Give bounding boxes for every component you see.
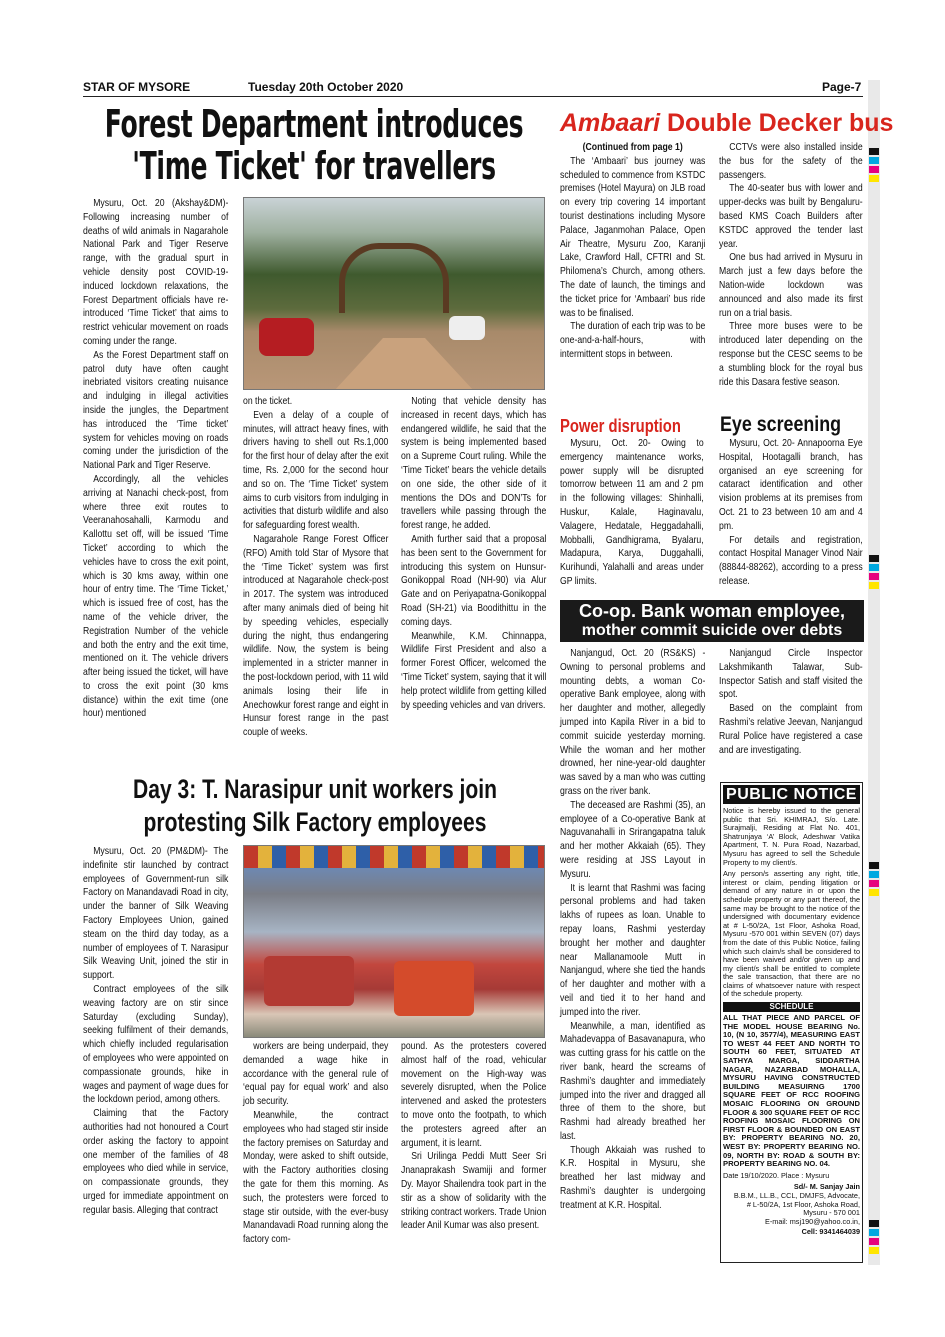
coop-column-1: [560, 647, 705, 1213]
paragraph: For details and registration, contact Hospital Manager Vinod Nair (88844-88262), according to a press release.: [719, 534, 863, 587]
ambaari-headline: [560, 108, 894, 138]
paragraph: Mysuru, Oct. 20- Owing to emergency maintenance works, power supply will be disrupted tomorrow between 11 am and 2 pm in the following villages: Shinhalli, Huskur, Kalale, Haginavalu, Valagere, Hedatale, Heggadahalli, Mobballi, Gandhigrama, Byalaru, Madapura, Karya, Duggahalli, Kurihundi, Yalahalli and areas under GP limits.: [560, 438, 704, 587]
color-registration-strip: [868, 80, 880, 1265]
paragraph: CCTVs were also installed inside the bus for the safety of the passengers.: [719, 142, 863, 181]
headline-line: 'Time Ticket' for travellers: [132, 144, 496, 188]
forest-column-3: [401, 395, 546, 712]
silk-column-2: [243, 1040, 388, 1247]
notice-paragraph: Notice is hereby issued to the general public that Sri. KHIMRAJ, S/o. Late. Surajmalji, Residing at Flat No. 401, Shatrunjaya ‘A’ Block, Adeshwar Vatika Apartment, T. N. Pura Road, Nazarbad, Mysuru has agreed to sell the Schedule Property to my client/s.: [723, 806, 860, 867]
paragraph: Contract employees of the silk weaving factory are on stir since Saturday (excluding Sunday), seeking fulfilment of their demands, which chiefly included regularisation of employees who were appointed on compassionate grounds, hike in wages and payment of wage dues for the lockdown period, among others.: [83, 983, 229, 1106]
notice-address: # L-50/2A, 1st Floor, Ashoka Road,: [746, 1199, 860, 1209]
paragraph: Mysuru, Oct. 20 (Akshay&DM)- Following increasing number of deaths of wild animals in Nagarahole National Park and Tiger Reserve range, with the gradual spurt in vehicle density post COVID-19-induced lockdown relaxations, the Forest Department officials have re-introduced ‘Time Ticket’ that aims to restrict vehicular movement on roads coming under the range.: [83, 198, 229, 347]
red-car: [259, 318, 314, 356]
paragraph: Nanjangud, Oct. 20 (RS&KS) - Owning to personal problems and mounting debts, a woman Co-operative Bank employee, along with her daughter and mother, allegedly jumped into Kapila River in a bid to commit suicide yesterday morning. While the woman and her mother drowned, her nine-year-old daughter was saved by a man who was cutting grass on the river bank.: [560, 648, 706, 797]
notice-paragraph: Any person/s asserting any right, title, interest or claim, pending litigation or demand of any nature in or upon the schedule property or any part thereof, the same may be brought to the notice of the undersigned with documentary evidence at # L-50/2A, 1st Floor, Ashoka Road, Mysuru -570 001 within SEVEN (07) days from the date of this Public Notice, failing which such claim/s shall be considered to have been waived and/or given up and my client/s shall be entitled to complete the sale transaction, that there are no claims of whatsoever nature with respect of the schedule property.: [723, 869, 860, 999]
registration-mark: [869, 1220, 879, 1227]
paragraph: It is learnt that Rashmi was facing personal problems and had taken lakhs of rupees as loan. Unable to repay loans, Rashmi yesterday brought her mother and daughter near Mallanamoole Mutt in Nanjangud, where she tied the hands of her daughter and mother with a veil and tied it to her hand and jumped into the river.: [560, 882, 706, 1018]
paragraph: on the ticket.: [243, 396, 293, 407]
paragraph: Meanwhile, the contract employees who had staged stir inside the factory premises on Saturday and Monday, were asked to shift outside, with the Factory authorities closing the gate for them this morning. As such, the protesters were forced to stage stir outside, with the ever-busy Manandavadi Road running along the factory com-: [243, 1109, 389, 1246]
silk-column-3: [401, 1040, 546, 1233]
registration-mark: [869, 175, 879, 182]
canopy: [244, 846, 545, 868]
registration-mark: [869, 555, 879, 562]
paragraph: One bus had arrived in Mysuru in March just a few days before the Nation-wide lockdown was announced and also made its first run on a trial basis.: [719, 252, 863, 319]
schedule-label: SCHEDULE: [723, 1002, 860, 1012]
power-headline: Power disruption: [560, 415, 681, 436]
protest-photo: [243, 845, 545, 1038]
coop-column-2: [719, 647, 863, 757]
forest-column-1: [83, 197, 228, 721]
schedule-text: ALL THAT PIECE AND PARCEL OF THE MODEL HOUSE BEARING No. 10, (N 10, 3577/4), MEASURING EAST TO WEST 44 FEET AND NORTH TO SOUTH 60 FEET, SITUATED AT SATHYA MARGA, SIDDARTHA NAGAR, NAZARBAD MOHALLA, MYSURU HAVING CONSTRUCTED BUILDING MEASUIRNG 1700 SQUARE FEET OF RCC ROOFING MOSAIC FLOORING ON GROUND FLOOR & 300 SQUARE FEET OF RCC ROOFING MOSAIC FLOORING ON FIRST FLOOR & BOUNDED ON EAST BY: PROPERTY BEARING NO. 20, WEST BY: PROPERTY BEARING NO. 09, NORTH BY: ROAD & SOUTH BY: PROPERTY BEARING NO. 04.: [723, 1013, 860, 1169]
paragraph: Meanwhile, a man, identified as Mahadevappa of Basavanapura, who was cutting grass for his cattle on the river bank, heard the screams of Rashmi’s daughter and immediately jumped into the river and dragged all three of them to the shore, but Rashmi had already breathed her last.: [560, 1020, 706, 1142]
forest-checkpost-photo: [243, 197, 545, 390]
paper-name: STAR OF MYSORE: [83, 80, 191, 94]
paragraph: (Continued from page 1): [582, 142, 683, 153]
registration-mark: [869, 1247, 879, 1254]
headline-line: Day 3: T. Narasipur unit workers join: [133, 774, 497, 804]
masthead-rule: [83, 96, 863, 97]
protesters-group: [394, 961, 474, 1016]
registration-mark: [869, 871, 879, 878]
silk-column-1: [83, 845, 228, 1218]
headline-line: mother commit suicide over debts: [581, 622, 843, 639]
headline-rest: Double Decker bus: [660, 109, 894, 137]
notice-qualifications: B.B.M., LL.B., CCL, DMJFS, Advocate,: [733, 1190, 860, 1200]
forest-column-2: [243, 395, 388, 740]
registration-mark: [869, 148, 879, 155]
paragraph: Amith further said that a proposal has been sent to the Government for introducing this system on Hunsur-Gonikoppal Road (NH-90) via Alur Gate and on Periyapatna-Gonikoppal Road (SH-21) via Boodithittu in the coming days.: [401, 533, 547, 628]
arch-gate: [339, 243, 449, 313]
power-body: [560, 437, 704, 589]
notice-date-place: Date 19/10/2020. Place : Mysuru: [723, 1170, 830, 1180]
paragraph: Even a delay of a couple of minutes, will attract heavy fines, with drivers having to shell out Rs.1,000 for the first hour of delay after the exit time, Rs. 2,000 for the second hour and so on. The ‘Time Ticket’ system aims to curb visitors from indulging in activities that disturb wildlife and also for safeguarding forest wealth.: [243, 409, 389, 532]
registration-mark: [869, 880, 879, 887]
paragraph: Accordingly, all the vehicles arriving at Nanachi check-post, from where three exit routes to Veeranahosahalli, Karmodu and Kallottu set off, will be issued ‘Time Ticket’ according to which the vehicles have to cross the exit point, which is 30 kms away, within one hour of entry time. The ‘Time Ticket,’ which is issued free of cost, has the name of the vehicle driver, the Registration Number of the vehicle and both the entry and the exit time, mentioned on it. The vehicle drivers after being issued the ticket, will have to cross the exit point (30 kms distance) within the exit time (one hour) mentioned: [83, 473, 229, 720]
paragraph: Mysuru, Oct. 20 (PM&DM)- The indefinite stir launched by contract employees of Government-run silk Factory on Manandavadi Road in city, under the banner of Silk Weaving Factory Employees Union, gained steam on the third day today, as a number of employees of T. Narasipur Silk Weaving Unit, joined the stir in support.: [83, 846, 229, 982]
headline-line: protesting Silk Factory employees: [143, 807, 487, 837]
paragraph: Nagarahole Range Forest Officer (RFO) Amith told Star of Mysore that the ‘Time Ticket’ system was first introduced at Nagarahole check-post in 2017. The system was introduced after many animals died of being hit by speeding vehicles, especially during the night, thus endangering wildlife. Now, the system is being implemented in a stricter manner in the post-lockdown period, with 11 wild animals losing their life in Anechowkur forest range and eight in Hunsur forest range in the past couple of weeks.: [243, 533, 389, 739]
notice-cell: Cell: 9341464039: [801, 1227, 860, 1237]
registration-mark: [869, 889, 879, 896]
paragraph: The deceased are Rashmi (35), an employee of a Co-operative Bank at Naguvanahalli in Srirangapatna taluk and her mother Akkaiah (65). They were residing at JSS Layout in Mysuru.: [560, 799, 706, 880]
paragraph: Sri Urilinga Peddi Mutt Seer Sri Jnanaprakash Swamiji and former Dy. Mayor Shailendra took part in the stir as a show of solidarity with the striking contract workers. Trade Union leader Anil Kumar was also present.: [401, 1151, 547, 1232]
notice-email: E-mail: msj190@yahoo.co.in,: [764, 1216, 860, 1226]
registration-mark: [869, 1229, 879, 1236]
protesters-group: [264, 956, 354, 1006]
registration-mark: [869, 573, 879, 580]
forest-headline: [83, 103, 545, 187]
registration-mark: [869, 862, 879, 869]
paragraph: Claiming that the Factory authorities had not honoured a Court order asking the factory to appoint one member of the families of 48 employees who died while in service, on compassionate grounds, they urged for immediate appointment on regular basis. Alleging that contract: [83, 1108, 229, 1216]
white-car: [449, 316, 485, 340]
silk-headline: [81, 773, 549, 839]
registration-mark: [869, 1238, 879, 1245]
paragraph: Noting that vehicle density has increased in recent days, which has endangered wildlife, he said that the system is being implemented based on a Supreme Court ruling. While the ‘Time Ticket’ bears the vehicle details on one side, the other side of it mentions the DOs and DON’Ts for travellers while passing through the forest range, he added.: [401, 396, 547, 532]
paragraph: Meanwhile, K.M. Chinnappa, Wildlife First President and also a former Forest Officer, welcomed the ‘Time Ticket’ system, saying that it will help protect wildlife from getting killed by speeding vehicles and van drivers.: [401, 630, 547, 711]
paragraph: The duration of each trip was to be one-and-a-half-hours, with intermittent stops in between.: [560, 321, 706, 360]
paragraph: The 40-seater bus with lower and upper-decks was built by Bengaluru-based KMS Coach Builders after KSTDC approved the tender last year.: [719, 183, 863, 250]
paragraph: Nanjangud Circle Inspector Lakshmikanth Talawar, Sub-Inspector Satish and staff visited the spot.: [719, 648, 863, 701]
paragraph: As the Forest Department staff on patrol duty have often caught inebriated visitors creating nuisance and indulging in illegal activities inside the jungles, the Department has introduced the ‘Time ticket’ system for vehicles moving on roads coming under the jurisdiction of the National Park and Tiger Reserve.: [83, 349, 229, 472]
registration-mark: [869, 157, 879, 164]
paragraph: Three more buses were to be introduced later depending on the response but the CESC seems to be a stumbling block for the royal bus ride this Dasara festive season.: [719, 321, 863, 388]
registration-mark: [869, 166, 879, 173]
road: [334, 338, 474, 390]
ambaari-column-1: [560, 141, 705, 362]
issue-date: Tuesday 20th October 2020: [248, 80, 404, 94]
registration-mark: [869, 582, 879, 589]
paragraph: workers are being underpaid, they demanded a wage hike in accordance with the general rule of ‘equal pay for equal work’ and also job security.: [243, 1041, 389, 1108]
headline-italic: Ambaari: [560, 109, 661, 137]
eye-body: [719, 437, 863, 589]
paragraph: pound. As the protesters covered almost half of the road, vehicular movement on the High-way was severely disrupted, when the Police intervened and asked the protesters to move onto the footpath, to which the protesters agreed after an argument, it is learnt.: [401, 1041, 547, 1149]
page-number: Page-7: [822, 80, 862, 94]
paragraph: Though Akkaiah was rushed to K.R. Hospital in Mysuru, she breathed her last midway and Rashmi’s daughter is undergoing treatment at K.R. Hospital.: [560, 1144, 706, 1211]
headline-line: Forest Department introduces: [104, 102, 524, 146]
notice-address: Mysuru - 570 001: [803, 1208, 860, 1218]
paragraph: Mysuru, Oct. 20- Annapoorna Eye Hospital, Hootagalli branch, has organised an eye screening for cataract identification and other vision problems at its premises from Oct. 21 to 23 between 10 am and 4 pm.: [719, 438, 863, 532]
eye-headline: Eye screening: [720, 413, 842, 436]
registration-mark: [869, 564, 879, 571]
headline-line: Co-op. Bank woman employee,: [578, 601, 846, 621]
notice-signatory: Sd/- M. Sanjay Jain: [793, 1182, 860, 1192]
public-notice: [720, 782, 863, 1263]
notice-title: PUBLIC NOTICE: [723, 785, 860, 804]
coop-headline: [560, 600, 864, 642]
paragraph: The ‘Ambaari’ bus journey was scheduled to commence from KSTDC premises (Hotel Mayura) on JLB road on every trip covering 14 important tourist destinations including Mysore Palace, Jaganmohan Palace, Open Air Theatre, Mysuru Zoo, Karanji Lake, Crawford Hall, CFTRI and St. Philomena’s Church, among others. The date of launch, the timings and the ticket price for ‘Ambaari’ bus ride was to be finalised.: [560, 155, 706, 319]
paragraph: Based on the complaint from Rashmi’s relative Jeevan, Nanjangud Rural Police have registered a case and are investigating.: [719, 703, 863, 756]
ambaari-column-2: [719, 141, 863, 389]
